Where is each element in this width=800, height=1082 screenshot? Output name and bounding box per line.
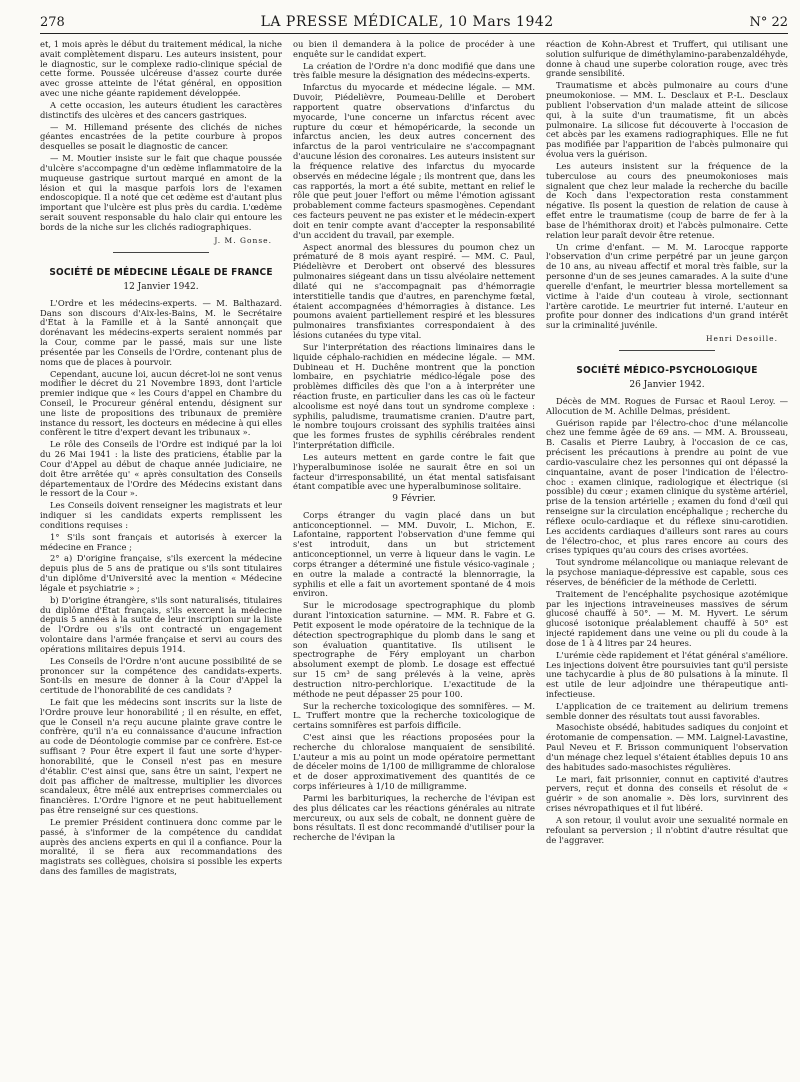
paragraph: Sur le microdosage spectrographique du plomb durant l'intoxication saturnine. — MM. R. Fabre et G. Petit exposent le mode opératoire de la technique de la détection spectrographique du plomb dans le sang et son évaluation quantitative. Ils utilisent le spectrographe de Féry employant un charbon absolument exempt de plomb. Le dosage est effectué sur 15 cm³ de sang prélevés à la veine, après destruction nitro-perchlorique. L'exactitude de la méthode ne peut dépasser 25 pour 100. (293, 600, 535, 699)
page-header (40, 14, 788, 34)
publication-title: LA PRESSE MÉDICALE, 10 Mars 1942 (260, 14, 554, 30)
paragraph: Les Conseils de l'Ordre n'ont aucune possibilité de se prononcer sur la compétence des candidats-experts. Sont-ils en mesure de donner à la Cour d'Appel la certitude de l'honorabilité de ces candidats ? (40, 655, 282, 696)
paragraph: Sur la recherche toxicologique des somnifères. — M. L. Truffert montre que la recherche toxicologique de certains somnifères est parfois difficile. (293, 700, 535, 731)
paragraph: b) D'origine étrangère, s'ils sont naturalisés, titulaires du diplôme d'État français, s'ils exercent la médecine depuis 5 années à la suite de leur inscription sur la liste de l'Ordre ou s'ils ont contracté un engagement volontaire dans l'armée française et servi au cours des opérations militaires depuis 1914. (40, 594, 282, 654)
paragraph: Cependant, aucune loi, aucun décret-loi ne sont venus modifier le décret du 21 Novembre 1893, dont l'article premier indique que « les Cours d'appel en Chambre du Conseil, le Procureur général entendu, désignent sur une liste de propositions des tribunaux de première instance du ressort, les docteurs en médecine à qui elles confèrent le titre d'expert devant les tribunaux ». (40, 368, 282, 438)
paragraph: 2° a) D'origine française, s'ils exercent la médecine depuis plus de 5 ans de pratique ou s'ils sont titulaires d'un diplôme d'Université avec la mention « Médecine légale et psychiatrie » ; (40, 553, 282, 593)
section-date: 9 Février. (392, 494, 436, 505)
divider (113, 252, 210, 253)
page-number: 278 (40, 15, 65, 30)
columns (40, 40, 788, 1080)
paragraph: A son retour, il voulut avoir une sexualité normale en refoulant sa perversion ; il n'obtint d'autre résultat que de l'aggraver. (546, 814, 788, 845)
paragraph: Parmi les barbituriques, la recherche de l'évipan est des plus délicates car les réactions générales au nitrate mercureux, ou aux sels de cobalt, ne donnent guère de bons résultats. Il est donc recommandé d'utiliser pour la recherche de l'évipan la (293, 792, 535, 843)
paragraph: Le fait que les médecins sont inscrits sur la liste de l'Ordre prouve leur honorabilité ; il en résulte, en effet, que le Conseil n'a reçu aucune plainte grave contre le confrère, qu'il n'a eu connaissance d'aucune infraction au code de Déontologie commise par ce confrère. Est-ce suffisant ? Pour être expert il faut une sorte d'hyper-honorabilité, que le Conseil n'est pas en mesure d'établir. C'est ainsi que, sans être un saint, l'expert ne doit pas afficher de maîtresse, multiplier les divorces scandaleux, être mêlé aux entreprises commerciales ou financières. L'Ordre l'ignore et ne peut habituellement pas être renseigné sur ces questions. (40, 697, 282, 816)
paragraph: Un crime d'enfant. — M. M. Larocque rapporte l'observation d'un crime perpétré par un jeune garçon de 10 ans, au niveau affectif et moral très faible, sur la personne d'un de ses jeunes camarades. A la suite d'une querelle d'enfant, le meurtrier blessa mortellement sa victime à l'aide d'un couteau à virole, sectionnant l'artère carotide. Le meurtrier fut interné. L'auteur en profite pour donner des indications d'un grand intérêt sur la criminalité juvénile. (546, 241, 788, 331)
paragraph: Le rôle des Conseils de l'Ordre est indiqué par la loi du 26 Mai 1941 : la liste des praticiens, établie par la Cour d'Appel au début de chaque année judiciaire, ne doit être arrêtée qu' « après consultation des Conseils départementaux de l'Ordre des Médecins existant dans le ressort de la Cour ». (40, 439, 282, 499)
paragraph: — M. Hillemand présente des clichés de niches géantes encastrées de la petite courbure à propos desquelles se posait le diagnostic de cancer. (40, 121, 282, 152)
paragraph: L'urémie cède rapidement et l'état général s'améliore. Les injections doivent être poursuivies tant qu'il persiste une tachycardie à plus de 80 pulsations à la minute. Il est utile de leur adjoindre une thérapeutique anti-infectieuse. (546, 649, 788, 699)
paragraph: La création de l'Ordre n'a donc modifié que dans une très faible mesure la désignation des médecins-experts. (293, 60, 535, 81)
section-date: 12 Janvier 1942. (123, 282, 199, 293)
paragraph: C'est ainsi que les réactions proposées pour la recherche du chloralose manquaient de sensibilité. L'auteur a mis au point un mode opératoire permettant de déceler moins de 1/100 de milligramme de chloralose et de doser approximativement des quantités de ce corps inférieures à 1/10 de milligramme. (293, 732, 535, 792)
paragraph: Le mari, fait prisonnier, connut en captivité d'autres pervers, reçut et donna des conseils et résolut de « guérir » de son anomalie ». Dès lors, survinrent des crises névropathiques et il fut libéré. (546, 773, 788, 814)
section-title: SOCIÉTÉ DE MÉDECINE LÉGALE DE FRANCE (49, 266, 273, 278)
paragraph: Sur l'interprétation des réactions liminaires dans le liquide céphalo-rachidien en médecine légale. — MM. Dubineau et H. Duchêne montrent que la ponction lombaire, en psychiatrie médico-légale pose des problèmes difficiles dès que l'on a à interpréter une réaction fruste, en particulier dans les cas où le facteur alcoolisme est noyé dans tout un syndrome complexe : syphilis, paludisme, traumatisme cranien. D'autre part, le nombre toujours croissant des syphilis traitées ainsi que les formes frustes de syphilis cérébrales rendent l'interprétation difficile. (293, 341, 535, 451)
section-date: 26 Janvier 1942. (629, 380, 705, 391)
paragraph: A cette occasion, les auteurs étudient les caractères distinctifs des ulcères et des cancers gastriques. (40, 99, 282, 120)
paragraph: Tout syndrome mélancolique ou maniaque relevant de la psychose maniaque-dépressive est capable, sous ces réserves, de bénéficier de la méthode de Cerletti. (546, 557, 788, 587)
paragraph: Décès de MM. Rogues de Fursac et Raoul Leroy. — Allocution de M. Achille Delmas, président. (546, 395, 788, 416)
divider (619, 350, 716, 351)
signature: J. M. Gonse. (214, 235, 272, 245)
paragraph: Corps étranger du vagin placé dans un but anticonceptionnel. — MM. Duvoir, L. Michon, E. Lafontaine, rapportent l'observation d'une femme qui s'est introduit, dans un but strictement anticonceptionnel, un verre à liqueur dans le vagin. Le corps étranger a déterminé une fistule vésico-vaginale ; en outre la malade a contracté la blennorragie, la syphilis et elle a fait un avortement spontané de 4 mois environ. (293, 509, 535, 599)
section-title: SOCIÉTÉ MÉDICO-PSYCHOLOGIQUE (576, 364, 758, 376)
paragraph: L'application de ce traitement au delirium tremens semble donner des résultats tout aussi favorables. (546, 700, 788, 721)
paragraph: Les auteurs insistent sur la fréquence de la tuberculose au cours des pneumokonioses mais signalent que chez leur malade la recherche du bacille de Koch dans l'expectoration resta constamment négative. Ils posent la question de relation de cause à effet entre le traumatisme (coup de barre de fer à la base de l'hémithorax droit) et l'abcès pulmonaire. Cette relation leur paraît devoir être retenue. (546, 160, 788, 240)
paragraph: ou bien il demandera à la police de procéder à une enquête sur le candidat expert. (293, 40, 535, 59)
column-3 (546, 40, 788, 1080)
paragraph: L'Ordre et les médecins-experts. — M. Balthazard. Dans son discours d'Aix-les-Bains, M. le Secrétaire d'État à la Famille et à la Santé annonçait que dorénavant les médecins-experts seraient nommés par la Cour, comme par le passé, mais sur une liste présentée par les Conseils de l'Ordre, contenant plus de noms que de places à pourvoir. (40, 297, 282, 367)
signature: Henri Desoille. (705, 334, 778, 344)
paragraph: Aspect anormal des blessures du poumon chez un prématuré de 8 mois ayant respiré. — MM. C. Paul, Piédelièvre et Derobert ont observé des blessures pulmonaires siégeant dans un tissu alvéolaire nettement dilaté qui ne s'accompagnait pas d'hémorragie interstitielle tandis que d'autres, en parenchyme fœtal, étaient accompagnées d'hémorragies à distance. Les poumons avaient partiellement respiré et les blessures pulmonaires transfixiantes correspondaient à des lésions cutanées du type vital. (293, 241, 535, 341)
column-1 (40, 40, 282, 1080)
paragraph: 1° S'ils sont français et autorisés à exercer la médecine en France ; (40, 531, 282, 552)
paragraph: Infarctus du myocarde et médecine légale. — MM. Duvoir, Piédelièvre, Poumeau-Delille et Derobert rapportent quatre observations d'infarctus du myocarde, l'une concerne un infarctus récent avec rupture du cœur et hémopéricarde, la seconde un infarctus ancien, les deux autres concernent des infarctus de la paroi ventriculaire ne s'accompagnant d'aucune lésion des coronaires. Les auteurs insistent sur la fréquence relative des infarctus du myocarde observés en médecine légale ; ils montrent que, dans les cas rapportés, la mort a été subite, mettant en relief le rôle que peut jouer l'effort ou même l'émotion agissant probablement comme facteurs spasmogènes. Cependant ces facteurs peuvent ne pas exister et le médecin-expert doit en tenir compte avant d'accepter la responsabilité d'un accident du travail, par exemple. (293, 82, 535, 240)
paragraph: réaction de Kohn-Abrest et Truffert, qui utilisant une solution sulfurique de diméthylamino-parabenzaldéhyde, donne à chaud une superbe coloration rouge, avec très grande sensibilité. (546, 40, 788, 79)
paragraph: — M. Moutier insiste sur le fait que chaque poussée d'ulcère s'accompagne d'un œdème inflammatoire de la muqueuse gastrique surtout marqué en amont de la lésion et qui la masque parfois lors de l'examen endoscopique. Il a noté que cet œdème est d'autant plus important que l'ulcère est plus près du cardia. L'œdème serait souvent responsable du halo clair qui entoure les bords de la niche sur les clichés radiographiques. (40, 153, 282, 232)
paragraph: Les Conseils doivent renseigner les magistrats et leur indiquer si les candidats experts remplissent les conditions requises : (40, 500, 282, 530)
paragraph: Le premier Président continuera donc comme par le passé, à s'informer de la compétence du candidat auprès des anciens experts en qui il a confiance. Pour la moralité, il se fiera aux recommandations des magistrats ses collègues, choisira si possible les experts dans des familles de magistrats, (40, 816, 282, 877)
paragraph: Guérison rapide par l'électro-choc d'une mélancolie chez une femme âgée de 69 ans. — MM. A. Brousseau, B. Casalis et Pierre Laubry, à l'occasion de ce cas, précisent les précautions à prendre au point de vue cardio-vasculaire chez les personnes qui ont dépassé la cinquantaine, avant de poser l'indication de l'électro-choc : examen clinique, radiologique et électrique (si possible) du cœur ; examen clinique du système artériel, prise de la tension artérielle ; examen du fond d'œil qui renseigne sur la circulation encéphalique ; recherche du réflexe oculo-cardiaque et du réflexe sinu-carotidien. Les accidents cardiaques d'ailleurs sont rares au cours de l'électro-choc, et plus rares encore au cours des crises typiques qu'au cours des crises avortées. (546, 417, 788, 556)
paragraph: Les auteurs mettent en garde contre le fait que l'hyperalbuminose isolée ne saurait être en soi un facteur d'irresponsabilité, un état mental satisfaisant étant compatible avec une hyperalbuminose solitaire. (293, 451, 535, 492)
paragraph: et, 1 mois après le début du traitement médical, la niche avait complètement disparu. Les auteurs insistent, pour le diagnostic, sur le complexe radio-clinique spécial de cette forme. Poussée ulcéreuse d'assez courte durée avec grosse atteinte de l'état général, en opposition avec une niche géante rapidement développée. (40, 40, 282, 99)
paragraph: Traumatisme et abcès pulmonaire au cours d'une pneumokoniose. — MM. L. Desclaux et P.-L. Desclaux publient l'observation d'un malade atteint de silicose qui, à la suite d'un traumatisme, fit un abcès pulmonaire. La silicose fut découverte à l'occasion de cet abcès par les examens radiographiques. Elle ne fut pas modifiée par l'apparition de l'abcès pulmonaire qui évolua vers la guérison. (546, 80, 788, 160)
paragraph: Masochiste obsédé, habitudes sadiques du conjoint et érotomanie de compensation. — MM. Laignel-Lavastine, Paul Neveu et F. Brisson communiquent l'observation d'un ménage chez lequel s'étaient établies depuis 10 ans des habitudes sado-masochistes régulières. (546, 722, 788, 772)
issue-number: N° 22 (749, 15, 788, 30)
paragraph: Traitement de l'encéphalite psychosique azotémique par les injections intraveineuses massives de sérum glucosé chauffé à 50°. — M. M. Hyvert. Le sérum glucosé isotonique préalablement chauffé à 50° est injecté rapidement dans une veine ou pli du coude à la dose de 1 à 4 litres par 24 heures. (546, 588, 788, 648)
column-2 (293, 40, 535, 1080)
